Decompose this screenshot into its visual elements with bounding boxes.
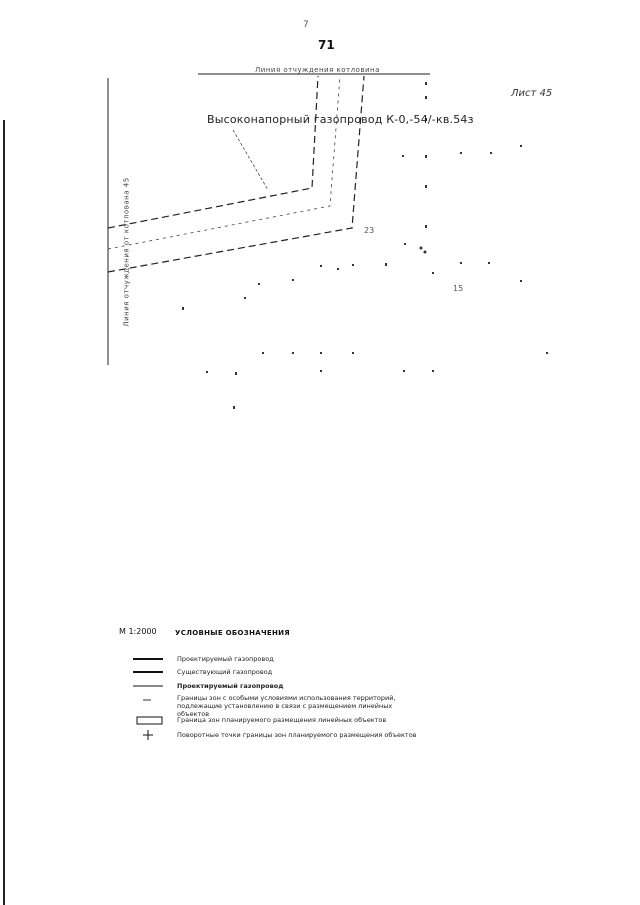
sheet-label: Лист 45 xyxy=(511,88,553,99)
legend-title: УСЛОВНЫЕ ОБОЗНАЧЕНИЯ xyxy=(175,629,290,637)
legend-item-6: Поворотные точки границы зон планируемого размещения объектов xyxy=(177,731,417,739)
top-boundary-label: Линия отчуждения котловина xyxy=(255,66,380,74)
map-scale: М 1:2000 xyxy=(119,627,157,636)
top-mark: 7 xyxy=(303,20,309,30)
legend-item-4: Границы зон с особыми условиями использования территорий, подлежащие установлению в связи с размещением линейных объектов xyxy=(177,694,396,718)
pipeline-label: Высоконапорный газопровод К-0,-54/-кв.54з xyxy=(207,113,474,126)
side-boundary-label: Линия отчуждения от котлована 45 xyxy=(122,177,131,327)
map-annotation-2: 15 xyxy=(453,284,464,293)
legend-symbol-rectangle xyxy=(137,717,162,724)
legend-item-1: Проектируемый газопровод xyxy=(177,655,274,663)
legend-item-3: Проектируемый газопровод xyxy=(177,682,284,690)
map-annotation-1: 23 xyxy=(364,226,375,235)
legend-item-5: Граница зон планируемого размещения линейных объектов xyxy=(177,716,387,724)
page-number: 71 xyxy=(318,38,335,52)
legend-item-2: Существующий газопровод xyxy=(177,668,273,676)
